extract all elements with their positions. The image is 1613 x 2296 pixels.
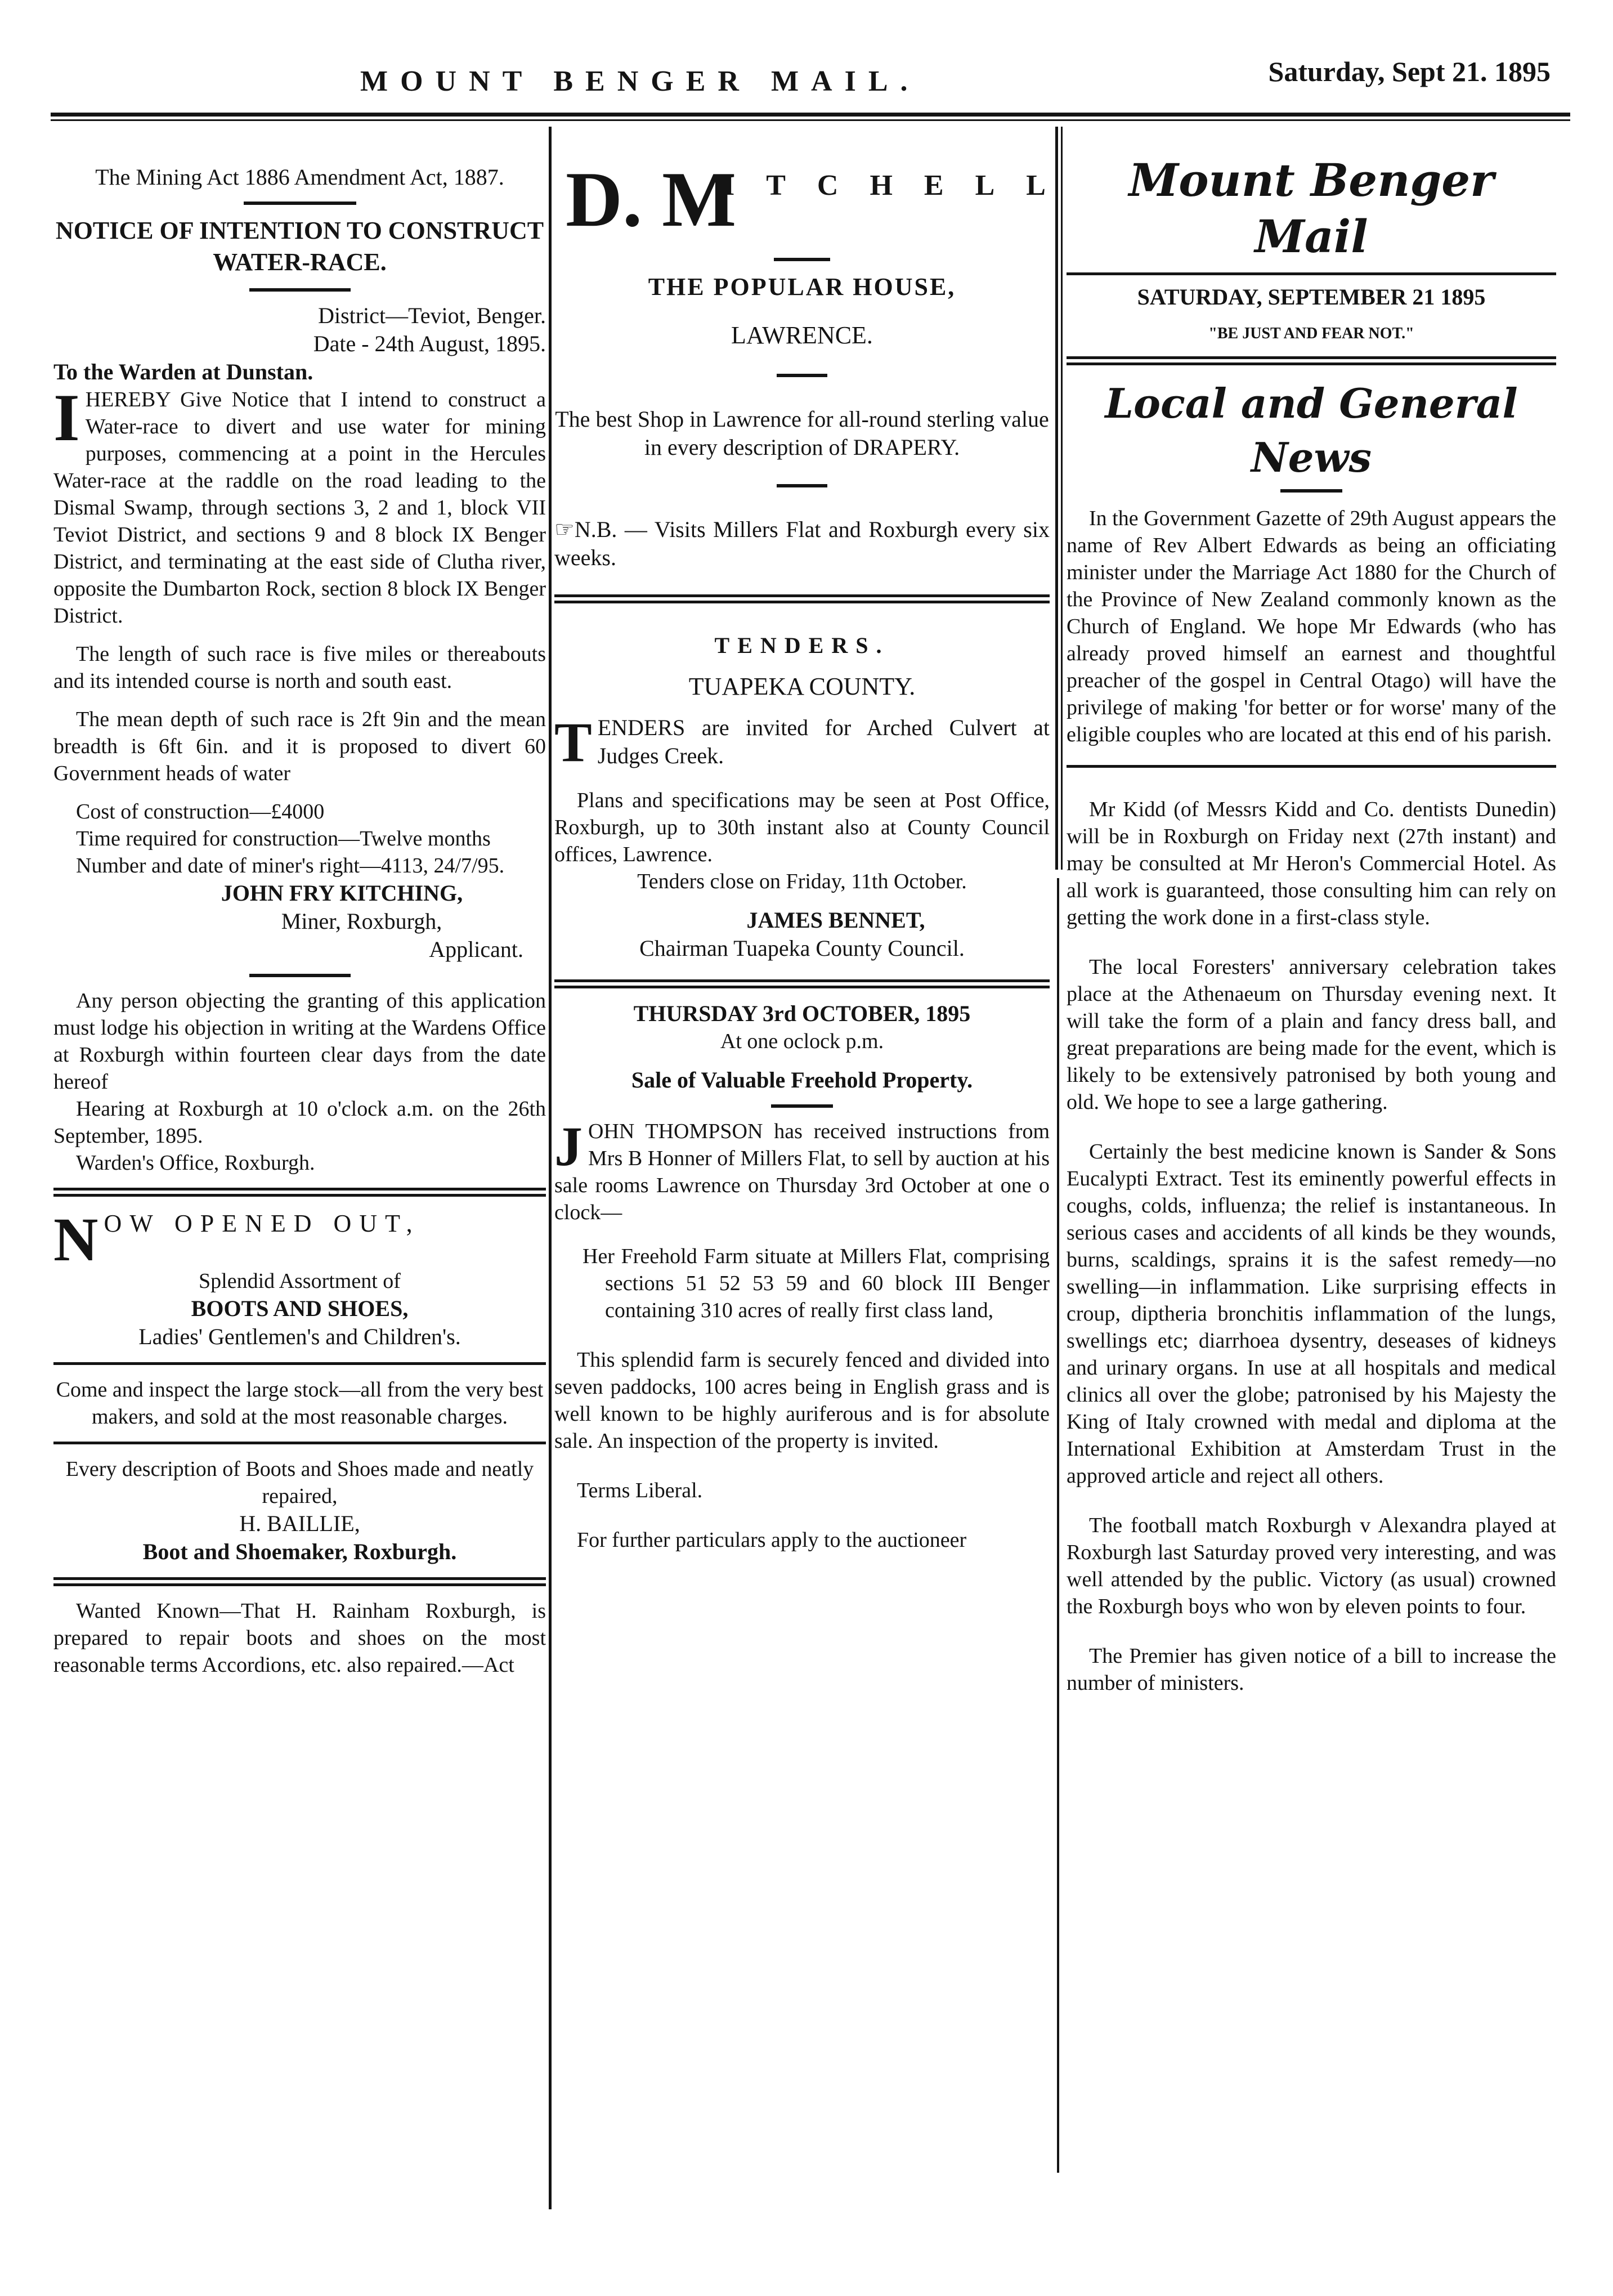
construction-cost: Cost of construction—£4000 <box>76 800 325 823</box>
james-bennet: JAMES BENNET, <box>746 907 925 933</box>
thursday-heading: THURSDAY 3rd OCTOBER, 1895 <box>633 1001 971 1026</box>
nb-visits: ☞N.B. — Visits Millers Flat and Roxburgh every six weeks. <box>554 517 1050 570</box>
baillie-name: H. BAILLIE, <box>239 1511 360 1536</box>
header-rule-thin <box>51 119 1570 121</box>
masthead: Mount Benger Mail <box>1128 154 1494 263</box>
divider <box>771 1104 833 1108</box>
divider <box>53 1442 546 1444</box>
splendid-assortment: Splendid Assortment of <box>199 1269 401 1293</box>
tenders-body: TENDERS are invited for Arched Culvert at Judges Creek. <box>554 711 1050 773</box>
divider <box>249 974 351 977</box>
notice-heading: NOTICE OF INTENTION TO CONSTRUCT WATER-RACE. <box>55 217 544 276</box>
notice-date: Date - 24th August, 1895. <box>313 331 546 356</box>
divider <box>53 1362 546 1365</box>
masthead-date: SATURDAY, SEPTEMBER 21 1895 <box>1137 284 1486 310</box>
divider <box>777 374 827 377</box>
race-length: The length of such race is five miles or thereabouts and its intended course is north and south east. <box>53 642 546 693</box>
column-middle <box>554 152 1077 1554</box>
page-header-date: Saturday, Sept 21. 1895 <box>1268 56 1551 87</box>
lawrence: LAWRENCE. <box>731 321 873 349</box>
mitchell-name: ITCHELL <box>723 169 1077 202</box>
ladies-line: Ladies' Gentlemen's and Children's. <box>138 1324 461 1349</box>
news-gazette: In the Government Gazette of 29th August appears the name of Rev Albert Edwards as being an officiating minister under the Marriage Act 1880 for the Church of the Province of New Zealand commonly known as the Church of England. We hope Mr Edwards (who has already proved himself an earnest and thoughtful preacher of the gospel in Central Otago) will have the privilege of making 'for better or for worse' many of the eligible couples who are located at this end of his parish. <box>1067 507 1556 746</box>
plans-text: Plans and specifications may be seen at Post Office, Roxburgh, up to 30th instant also at County Council offices, Lawrence. <box>554 789 1050 866</box>
news-premier: The Premier has given notice of a bill to increase the number of ministers. <box>1067 1644 1556 1695</box>
news-football: The football match Roxburgh v Alexandra played at Roxburgh last Saturday proved very interesting, and was well attended by the public. Victory (as usual) crowned the Roxburgh boys who won by eleven points to four. <box>1067 1514 1556 1618</box>
miners-right: Number and date of miner's right—4113, 24/7/95. <box>76 854 505 878</box>
applicant-label: Applicant. <box>429 937 523 962</box>
column-rule-2a <box>1055 127 1058 870</box>
divider <box>249 288 351 292</box>
double-rule <box>53 1577 546 1586</box>
thompson-body: JOHN THOMPSON has received instructions from Mrs B Honner of Millers Flat, to sell by auction at his sale rooms Lawrence on Thursday 3rd October at one o clock— <box>554 1115 1050 1224</box>
terms-liberal: Terms Liberal. <box>577 1479 703 1502</box>
tuapeka-county: TUAPEKA COUNTY. <box>688 673 916 700</box>
double-rule <box>554 979 1050 988</box>
header-rule <box>51 113 1570 117</box>
tenders-heading: TENDERS. <box>714 633 890 658</box>
news-foresters: The local Foresters' anniversary celebration takes place at the Athenaeum on Thursday evening next. It will take the form of a plain and fancy dress ball, and great preparations are being made for the event, which is likely to be extensively patronised by both young and old. We hope to see a large gathering. <box>1067 955 1556 1114</box>
divider <box>1067 765 1556 768</box>
warden-office: Warden's Office, Roxburgh. <box>76 1151 315 1175</box>
column-rule-2b <box>1061 127 1063 870</box>
popular-house: THE POPULAR HOUSE, <box>648 273 956 301</box>
divider <box>244 202 356 205</box>
wanted-known: Wanted Known—That H. Rainham Roxburgh, is prepared to repair boots and shoes on the most reasonable terms Accordions, etc. also repaired.—Act <box>53 1599 546 1677</box>
baillie-role: Boot and Shoemaker, Roxburgh. <box>142 1539 457 1564</box>
divider <box>777 484 827 487</box>
boots-and-shoes: BOOTS AND SHOES, <box>191 1296 409 1321</box>
construction-time: Time required for construction—Twelve months <box>76 827 491 851</box>
repair-notice: Every description of Boots and Shoes made and neatly repaired, <box>65 1457 534 1508</box>
sale-heading: Sale of Valuable Freehold Property. <box>631 1067 973 1093</box>
farm-description: Her Freehold Farm situate at Millers Flat, comprising sections 51 52 53 59 and 60 block III Benger containing 310 acres of really first class land, <box>583 1245 1050 1322</box>
notice-body: IHEREBY Give Notice that I intend to construct a Water-race to divert and use water for mining purposes, commencing at a point in the Hercules Water-race at the raddle on the road leading to the Dismal Swamp, through sections 3, 2 and 1, block VII Teviot District, and sections 9 and 8 block IX Benger District, and terminating at the east side of Clutha river, opposite the Dumbarton Rock, section 8 block IX Benger District. <box>53 380 546 628</box>
best-shop: The best Shop in Lawrence for all-round sterling value in every description of DRAPERY. <box>555 406 1049 460</box>
divider <box>774 258 830 261</box>
further-particulars: For further particulars apply to the auctioneer <box>577 1528 967 1552</box>
tenders-close: Tenders close on Friday, 11th October. <box>637 870 967 893</box>
divider <box>1280 489 1342 493</box>
hearing-text: Hearing at Roxburgh at 10 o'clock a.m. on the 26th September, 1895. <box>53 1097 546 1148</box>
mitchell-banner <box>554 152 1077 248</box>
double-rule <box>53 1188 546 1197</box>
column-left <box>53 163 546 1679</box>
double-rule <box>1067 356 1556 365</box>
news-medicine: Certainly the best medicine known is Sander & Sons Eucalypti Extract. Test its eminently powerful effects in coughs, colds, influenza; the relief is instantaneous. In serious cases and accidents of all kinds be they wounds, burns, scaldings, sprains it is the safest remedy—no swelling—in inflammation. Like surprising effects in croup, diptheria bronchitis inflammation of the lungs, swellings etc; diarrhoea dysentry, deseases of kidneys and urinary organs. In use at all hospitals and medical clinics all over the globe; patronised by his Majesty the King of Italy crowned with medal and diploma at the International Exhibition at Amsterdam Trust in the approved article and reject all others. <box>1067 1140 1556 1488</box>
news-heading: Local and General News <box>1105 379 1518 481</box>
column-right <box>1067 152 1556 1697</box>
news-kidd: Mr Kidd (of Messrs Kidd and Co. dentists Dunedin) will be in Roxburgh on Friday next (27th instant) and may be consulted at Mr Heron's Commercial Hotel. As all work is guaranteed, those consulting him can rely on getting the work done in a first-class style. <box>1067 798 1556 929</box>
column-rule-1 <box>549 127 552 2209</box>
divider <box>1067 272 1556 275</box>
double-rule <box>554 594 1050 603</box>
race-depth: The mean depth of such race is 2ft 9in and the mean breadth is 6ft 6in. and it is proposed to divert 60 Government heads of water <box>53 708 546 785</box>
mitchell-initial: D. M <box>566 156 737 243</box>
notice-to-warden: To the Warden at Dunstan. <box>53 359 313 384</box>
splendid-farm: This splendid farm is securely fenced and divided into seven paddocks, 100 acres being in English grass and is well known to be highly auriferous and is for absolute sale. An inspection of the property is invited. <box>554 1348 1050 1453</box>
objection-text: Any person objecting the granting of this application must lodge his objection in writing at the Wardens Office at Roxburgh within fourteen clear days from the date hereof <box>53 989 546 1094</box>
page-header-title: MOUNT BENGER MAIL. <box>360 65 920 97</box>
pointing-hand-icon: ☞ <box>554 517 575 542</box>
masthead-motto: "BE JUST AND FEAR NOT." <box>1208 325 1414 342</box>
now-opened-heading: NOW OPENED OUT, <box>53 1205 420 1274</box>
come-inspect: Come and inspect the large stock—all from the very best makers, and sold at the most reasonable charges. <box>56 1378 544 1429</box>
notice-district: District—Teviot, Benger. <box>318 303 546 328</box>
sale-time: At one oclock p.m. <box>720 1030 884 1053</box>
applicant-name: JOHN FRY KITCHING, <box>221 880 463 906</box>
applicant-role: Miner, Roxburgh, <box>281 908 442 934</box>
chairman: Chairman Tuapeka County Council. <box>639 936 965 961</box>
mining-act-title: The Mining Act 1886 Amendment Act, 1887. <box>95 164 504 190</box>
drop-cap: I <box>53 380 80 455</box>
column-rule-2c <box>1057 878 1059 2173</box>
